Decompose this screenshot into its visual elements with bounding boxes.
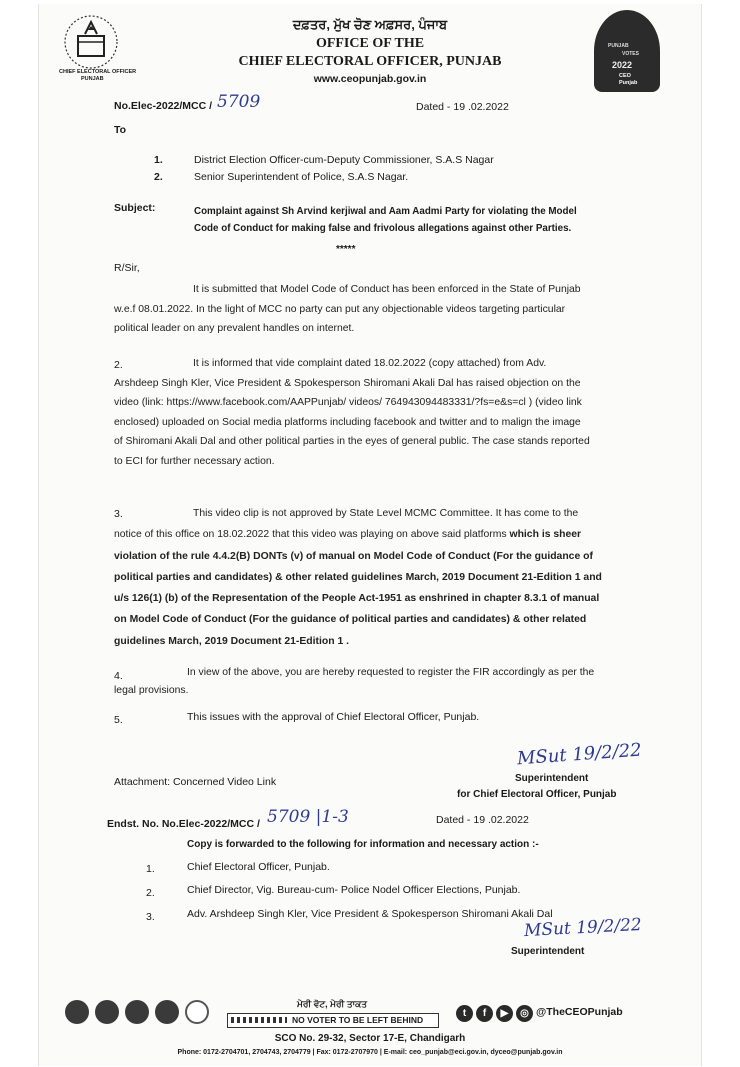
signature-1-for: for Chief Electoral Officer, Punjab	[457, 789, 617, 800]
footer-contact: Phone: 0172-2704701, 2704743, 2704779 | Fax: 0172-2707970 | E-mail: ceo_punjab@eci.gov.in, dyceo@punjab.gov.in	[177, 1049, 563, 1056]
footer-punjabi-tagline: ਮੇਰੀ ਵੋਟ, ਮੇਰੀ ਤਾਕਤ	[297, 999, 368, 1009]
attachment-note: Attachment: Concerned Video Link	[114, 776, 277, 788]
paragraph-3: This video clip is not approved by State Level MCMC Committee. It has come to the notice of this office on 18.02.2022 that this video was playing on above said platforms which is sheer violation of the rule 4.4.2(B) DONTs (v) of manual on Model Code of Conduct (For the guidance of political parties and candidates) & other related guidelines March, 2019 Document 21-Edition 1 and u/s 126(1) (b) of the Representation of the People Act-1951 as enshrined in chapter 8.3.1 of manual on Model Code of Conduct (For the guidance of political parties and candidates) & other related guidelines March, 2019 Document 21-Edition 1 .	[114, 508, 602, 647]
copy-item-2: Chief Director, Vig. Bureau-cum- Police Nodel Officer Elections, Punjab.	[187, 884, 521, 896]
reference-number: No.Elec-2022/MCC /	[114, 100, 213, 112]
paragraph-5: This issues with the approval of Chief Electoral Officer, Punjab.	[187, 711, 480, 723]
copy-item-3: Adv. Arshdeep Singh Kler, Vice President & Spokesperson Shiromani Akali Dal	[187, 908, 553, 920]
subject-line-1: Complaint against Sh Arvind kerjiwal and Aam Aadmi Party for violating the Model	[194, 206, 577, 217]
paragraph-2-number: 2.	[114, 359, 123, 371]
office-name: CHIEF ELECTORAL OFFICER, PUNJAB	[238, 54, 502, 69]
copy-num-3: 3.	[146, 911, 155, 923]
subject-label: Subject:	[114, 202, 156, 214]
app-icon	[155, 1000, 179, 1024]
paragraph-3-number: 3.	[114, 508, 123, 520]
office-of-the: OFFICE OF THE	[315, 36, 425, 51]
letter-page	[38, 4, 702, 1066]
website-link[interactable]: www.ceopunjab.gov.in	[313, 73, 427, 85]
twitter-icon[interactable]: t	[456, 1005, 473, 1022]
youtube-icon[interactable]: ▶	[496, 1005, 513, 1022]
salutation: R/Sir,	[114, 262, 140, 274]
paragraph-2: It is informed that vide complaint dated 18.02.2022 (copy attached) from Adv. Arshdeep Singh Kler, Vice President & Spokesperson Shiromani Akali Dal has raised objection on the video (link: https://www.facebook.com/AAPPunjab/ videos/ 764943094483331/?fs=e&s=cl ) (video link enclosed) uploaded on Social media platforms including facebook and twitter and to malign the image of Shiromani Akali Dal and other political parties in the eyes of general public. The case stands reported to ECI for further necessary action.	[114, 358, 590, 467]
copy-heading: Copy is forwarded to the following for information and necessary action :-	[187, 839, 539, 850]
signature-1-title: Superintendent	[515, 773, 589, 784]
signature-2-title: Superintendent	[511, 946, 585, 957]
facebook-icon[interactable]: f	[476, 1005, 493, 1022]
accessibility-icon	[65, 1000, 89, 1024]
endst-handwritten: 5709 |1-3	[267, 807, 349, 827]
subject-line-2: Code of Conduct for making false and frivolous allegations against other Parties.	[194, 223, 572, 234]
no-voter-text: NO VOTER TO BE LEFT BEHIND	[292, 1015, 424, 1025]
paragraph-1: It is submitted that Model Code of Conduct has been enforced in the State of Punjab w.e.f 08.01.2022. In the light of MCC no party can put any objectionable videos targeting particular political leader on any prevalent handles on internet.	[114, 284, 581, 334]
paragraph-4: In view of the above, you are hereby requested to register the FIR accordingly as per the legal provisions.	[114, 667, 595, 696]
recipient-num-1: 1.	[154, 154, 163, 166]
svep-seal-icon	[185, 1000, 209, 1024]
signature-1: MSut 19/2/22	[516, 739, 643, 770]
separator-stars: *****	[336, 244, 356, 255]
signature-2: MSut 19/2/22	[523, 914, 643, 942]
footer-address: SCO No. 29-32, Sector 17-E, Chandigarh	[274, 1033, 466, 1044]
copy-num-2: 2.	[146, 887, 155, 899]
paragraph-5-number: 5.	[114, 714, 123, 726]
social-handle[interactable]: @TheCEOPunjab	[536, 1006, 623, 1018]
letter-date: Dated - 19 .02.2022	[416, 101, 509, 113]
recipient-num-2: 2.	[154, 171, 163, 183]
copy-item-1: Chief Electoral Officer, Punjab.	[187, 861, 330, 873]
phone-icon	[95, 1000, 119, 1024]
voters-pictogram	[231, 1017, 287, 1023]
endst-date: Dated - 19 .02.2022	[436, 814, 529, 826]
copy-num-1: 1.	[146, 863, 155, 875]
logo-caption-1: CHIEF ELECTORAL OFFICER	[59, 69, 137, 75]
punjab-votes-2022-logo: PUNJAB VOTES 2022 CEO Punjab	[594, 10, 660, 92]
recipient-2: Senior Superintendent of Police, S.A.S Nagar.	[194, 171, 409, 183]
reference-handwritten: 5709	[217, 92, 261, 112]
punjabi-office-title: ਦਫ਼ਤਰ, ਮੁੱਖ ਚੋਣ ਅਫ਼ਸਰ, ਪੰਜਾਬ	[292, 17, 448, 32]
paragraph-4-number: 4.	[114, 670, 123, 682]
logo-caption-2: PUNJAB	[81, 76, 104, 82]
to-label: To	[114, 124, 127, 136]
endst-number: Endst. No. No.Elec-2022/MCC /	[107, 818, 260, 830]
location-icon	[125, 1000, 149, 1024]
no-voter-banner	[227, 1013, 439, 1028]
instagram-icon[interactable]: ◎	[516, 1005, 533, 1022]
recipient-1: District Election Officer-cum-Deputy Commissioner, S.A.S Nagar	[194, 154, 494, 166]
